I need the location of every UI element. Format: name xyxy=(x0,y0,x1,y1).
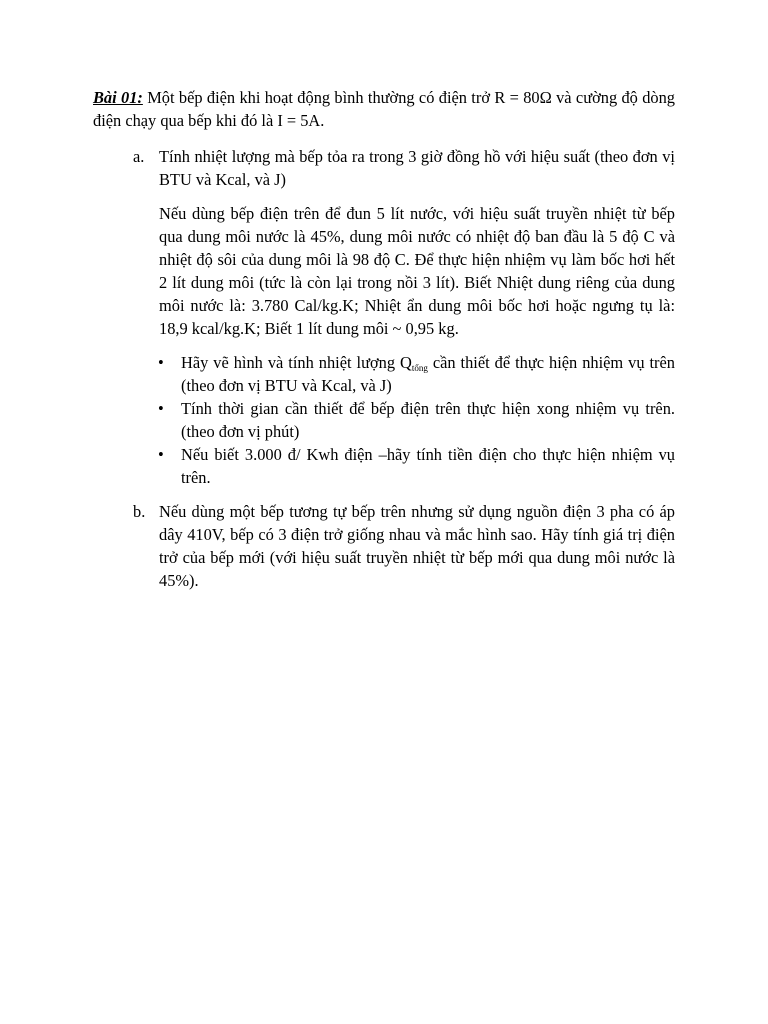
problem-intro xyxy=(93,86,675,132)
q-subscript: tổng xyxy=(411,363,428,373)
document-page xyxy=(93,86,675,592)
bullet-item-3 xyxy=(158,443,675,489)
problem-label: Bài 01: xyxy=(93,88,143,107)
bullet-item-2-text: Tính thời gian cần thiết để bếp điện trên thực hiện xong nhiệm vụ trên. (theo đơn vị phút) xyxy=(181,399,675,441)
bullet-item-2 xyxy=(158,397,675,443)
bullet-item-1 xyxy=(158,351,675,397)
part-a-question: Tính nhiệt lượng mà bếp tỏa ra trong 3 giờ đồng hồ với hiệu suất (theo đơn vị BTU và Kcal, và J) xyxy=(159,147,675,189)
part-b-marker: b. xyxy=(133,502,146,521)
part-a xyxy=(93,145,675,191)
bullet-item-1-text: Hãy vẽ hình và tính nhiệt lượng Q xyxy=(181,353,412,372)
problem-intro-text: Một bếp điện khi hoạt động bình thường có điện trở R = 80Ω và cường độ dòng điện chạy qua bếp khi đó là I = 5A. xyxy=(93,88,675,130)
bullet-icon: • xyxy=(158,399,164,418)
bullet-item-3-text: Nếu biết 3.000 đ/ Kwh điện –hãy tính tiền điện cho thực hiện nhiệm vụ trên. xyxy=(181,445,675,487)
bullet-icon: • xyxy=(158,445,164,464)
bullet-icon: • xyxy=(158,353,164,372)
part-b xyxy=(93,500,675,592)
part-a-marker: a. xyxy=(133,147,145,166)
bullet-item-1-text-rest: cần thiết để thực hiện nhiệm vụ trên (theo đơn vị BTU và Kcal, và J) xyxy=(181,353,675,395)
part-b-text: Nếu dùng một bếp tương tự bếp trên nhưng sử dụng nguồn điện 3 pha có áp dây 410V, bếp có 3 điện trở giống nhau và mắc hình sao. Hãy tính giá trị điện trở của bếp mới (với hiệu suất truyền nhiệt từ bếp mới qua dung môi nước là 45%). xyxy=(159,502,675,590)
part-a-bullet-list xyxy=(93,351,675,489)
part-a-scenario: Nếu dùng bếp điện trên để đun 5 lít nước, với hiệu suất truyền nhiệt từ bếp qua dung môi nước là 45%, dung môi nước có nhiệt độ ban đầu là 5 độ C và nhiệt độ sôi của dung môi là 98 độ C. Để thực hiện nhiệm vụ làm bốc hơi hết 2 lít dung môi (tức là còn lại trong nồi 3 lít). Biết Nhiệt dung riêng của dung môi nước là: 3.780 Cal/kg.K; Nhiệt ẩn dung môi bốc hơi hoặc ngưng tụ là: 18,9 kcal/kg.K; Biết 1 lít dung môi ~ 0,95 kg. xyxy=(159,204,675,338)
